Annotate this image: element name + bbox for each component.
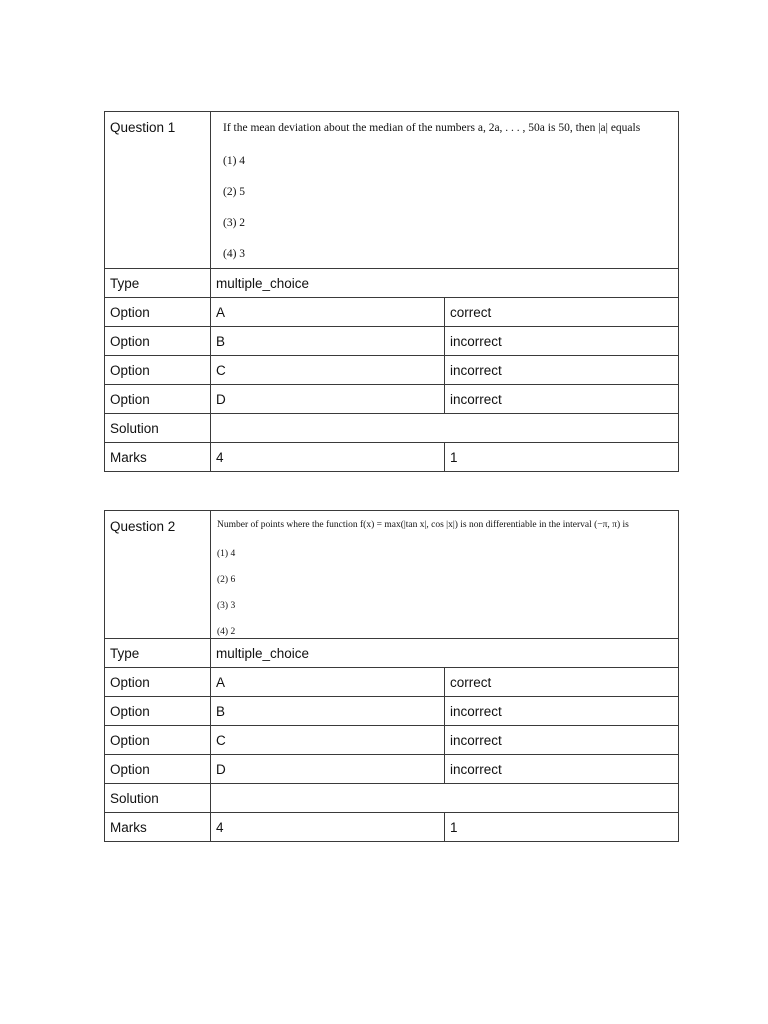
choice-3: (3) 3 (217, 601, 236, 611)
option-status: correct (445, 668, 679, 697)
question-label: Question 2 (105, 511, 211, 639)
marks-negative: 1 (445, 443, 679, 472)
option-row-b (105, 327, 679, 356)
marks-label: Marks (105, 813, 211, 842)
type-value: multiple_choice (211, 269, 679, 298)
type-row (105, 269, 679, 298)
option-row-d (105, 755, 679, 784)
option-status: incorrect (445, 356, 679, 385)
option-row-c (105, 356, 679, 385)
question-content (211, 511, 679, 639)
question-table-2 (104, 510, 679, 842)
question-content (211, 112, 679, 269)
option-key: A (211, 298, 445, 327)
option-label: Option (105, 726, 211, 755)
marks-label: Marks (105, 443, 211, 472)
type-label: Type (105, 269, 211, 298)
type-label: Type (105, 639, 211, 668)
option-status: incorrect (445, 697, 679, 726)
question-stem: Number of points where the function f(x) = max(|tan x|, cos |x|) is non differentiable in the interval (−π, π) is (217, 520, 629, 530)
question-stem: If the mean deviation about the median of the numbers a, 2a, . . . , 50a is 50, then |a| equals (223, 122, 641, 134)
option-key: C (211, 356, 445, 385)
option-label: Option (105, 755, 211, 784)
marks-positive: 4 (211, 443, 445, 472)
option-key: B (211, 697, 445, 726)
option-label: Option (105, 385, 211, 414)
option-key: D (211, 385, 445, 414)
option-status: correct (445, 298, 679, 327)
option-status: incorrect (445, 755, 679, 784)
type-row (105, 639, 679, 668)
option-row-a (105, 298, 679, 327)
option-label: Option (105, 668, 211, 697)
solution-value (211, 784, 679, 813)
option-key: A (211, 668, 445, 697)
solution-label: Solution (105, 414, 211, 443)
question-label: Question 1 (105, 112, 211, 269)
choice-1: (1) 4 (217, 549, 236, 559)
choice-4: (4) 2 (217, 627, 236, 637)
option-label: Option (105, 298, 211, 327)
option-label: Option (105, 327, 211, 356)
choice-3: (3) 2 (223, 217, 246, 229)
marks-row (105, 443, 679, 472)
choice-1: (1) 4 (223, 155, 246, 167)
option-status: incorrect (445, 327, 679, 356)
marks-row (105, 813, 679, 842)
choice-4: (4) 3 (223, 248, 246, 260)
option-row-c (105, 726, 679, 755)
solution-row (105, 784, 679, 813)
option-key: D (211, 755, 445, 784)
option-key: C (211, 726, 445, 755)
option-label: Option (105, 697, 211, 726)
marks-negative: 1 (445, 813, 679, 842)
option-row-d (105, 385, 679, 414)
option-row-b (105, 697, 679, 726)
solution-label: Solution (105, 784, 211, 813)
question-table-1 (104, 111, 679, 472)
option-status: incorrect (445, 726, 679, 755)
option-status: incorrect (445, 385, 679, 414)
solution-row (105, 414, 679, 443)
choice-2: (2) 5 (223, 186, 246, 198)
option-key: B (211, 327, 445, 356)
question-row (105, 112, 679, 269)
choice-2: (2) 6 (217, 575, 236, 585)
option-row-a (105, 668, 679, 697)
option-label: Option (105, 356, 211, 385)
question-row (105, 511, 679, 639)
type-value: multiple_choice (211, 639, 679, 668)
solution-value (211, 414, 679, 443)
marks-positive: 4 (211, 813, 445, 842)
